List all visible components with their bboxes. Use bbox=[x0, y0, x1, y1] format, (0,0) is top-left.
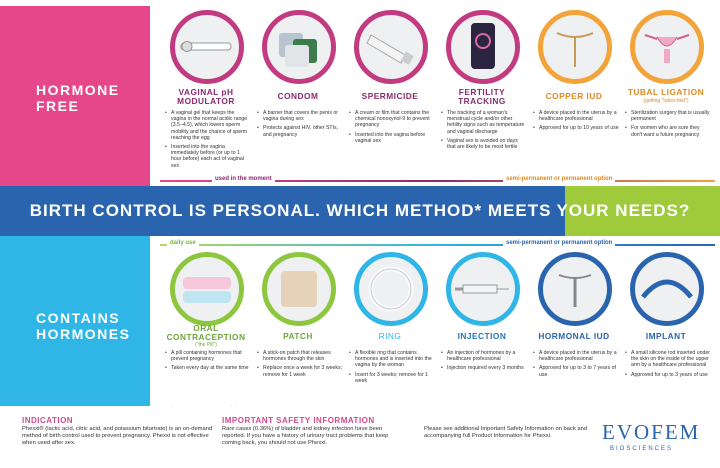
bullet: • Inserted into the vagina immediately before (or up to 1 hour before) each act of vaginal sex bbox=[171, 144, 251, 169]
syringe-icon bbox=[446, 252, 520, 326]
method-implant bbox=[622, 252, 710, 404]
bullet: • A pill containing hormones that prevent pregnancy bbox=[171, 350, 251, 362]
method-hormonal-iud bbox=[530, 252, 618, 404]
bullet: • A vaginal gel that keeps the vagina in the normal acidic range (3.5–4.5), which lowers sperm mobility and the chance of sperm reaching the egg bbox=[171, 110, 251, 141]
implant-icon bbox=[630, 252, 704, 326]
contains-hormones-label: CONTAINS HORMONES bbox=[36, 310, 131, 342]
top-timeline-right-label: semi-permanent or permanent option bbox=[503, 176, 615, 182]
bullet: • Vaginal sex is avoided on days that are likely to be most fertile bbox=[447, 138, 527, 150]
method-subtitle: ("the Pill") bbox=[195, 342, 217, 348]
method-bullets bbox=[162, 350, 251, 375]
method-condom bbox=[254, 10, 342, 180]
method-title: ORAL CONTRACEPTION bbox=[166, 323, 246, 342]
banner-text-part2: YOUR NEEDS? bbox=[556, 201, 691, 220]
top-timeline-left-label: used in the moment bbox=[212, 176, 275, 182]
bullet: • Protects against HIV, other STIs, and pregnancy bbox=[263, 125, 343, 137]
bullet: • A flexible ring that contains hormones and is inserted into the vagina by the woman bbox=[355, 350, 435, 369]
evofem-logo-subtitle: BIOSCIENCES bbox=[610, 446, 674, 452]
banner-headline bbox=[0, 186, 720, 236]
phone-app-icon bbox=[446, 10, 520, 84]
bullet: • A device placed in the uterus by a healthcare professional bbox=[539, 350, 619, 362]
bullet: • Insert for 3 weeks; remove for 1 week bbox=[355, 372, 435, 384]
bullet: • Injection required every 3 months bbox=[447, 365, 527, 371]
uterus-icon bbox=[630, 10, 704, 84]
method-title: PATCH bbox=[283, 331, 313, 341]
evofem-logo: EVOFEM bbox=[602, 420, 701, 444]
method-bullets bbox=[438, 350, 527, 375]
method-bullets bbox=[622, 350, 711, 381]
method-title: COPPER IUD bbox=[545, 91, 603, 101]
method-bullets bbox=[346, 110, 435, 147]
method-fertility-tracking bbox=[438, 10, 526, 180]
mid-timeline-left-label: daily use bbox=[167, 240, 199, 246]
bullet: • A stick-on patch that releases hormones through the skin bbox=[263, 350, 343, 362]
method-tubal-ligation bbox=[622, 10, 710, 180]
tube-icon bbox=[354, 10, 428, 84]
condom-icon bbox=[262, 10, 336, 84]
copper-iud-icon bbox=[538, 10, 612, 84]
mid-timeline-line bbox=[160, 244, 715, 246]
bullet: • For women who are sure they don't want a future pregnancy bbox=[631, 125, 711, 137]
contains-hormones-band bbox=[0, 236, 150, 406]
gel-applicator-icon bbox=[170, 10, 244, 84]
method-title: SPERMICIDE bbox=[361, 91, 419, 101]
bullet: • Replace once a week for 3 weeks; remove for 1 week bbox=[263, 365, 343, 377]
method-title: CONDOM bbox=[277, 91, 319, 101]
method-bullets bbox=[530, 110, 619, 135]
bullet: • Taken every day at the same time bbox=[171, 365, 251, 371]
method-title: FERTILITY TRACKING bbox=[458, 87, 506, 106]
banner-text-part1: BIRTH CONTROL IS PERSONAL. WHICH METHOD* MEETS bbox=[29, 201, 552, 220]
bullet: • A barrier that covers the penis or vagina during sex bbox=[263, 110, 343, 122]
method-subtitle: (getting "tubes tied") bbox=[643, 98, 689, 104]
method-title: INJECTION bbox=[457, 331, 507, 341]
bullet: • Approved for up to 3 to 7 years of use bbox=[539, 365, 619, 377]
method-bullets bbox=[162, 110, 251, 172]
method-ring bbox=[346, 252, 434, 404]
bullet: • An injection of hormones by a healthcare professional bbox=[447, 350, 527, 362]
method-title: TUBAL LIGATION bbox=[627, 87, 705, 97]
ring-icon bbox=[354, 252, 428, 326]
mid-timeline-right-label: semi-permanent or permanent option bbox=[503, 240, 615, 246]
bullet: • A small silicone rod inserted under the skin on the inside of the upper arm by a healthcare professional bbox=[631, 350, 711, 369]
bullet: • Approved for up to 3 years of use bbox=[631, 372, 711, 378]
bullet: • The tracking of a woman's menstrual cycle and/or other fertility signs such as temperature and vaginal discharge bbox=[447, 110, 527, 135]
method-injection bbox=[438, 252, 526, 404]
hormonal-iud-icon bbox=[538, 252, 612, 326]
safety-text: Rare cases (0.36%) of bladder and kidney infection have been reported. If you have a history of urinary tract problems that keep coming back, you should not use Phexxi. bbox=[222, 426, 389, 446]
bullet: • Sterilization surgery that is usually permanent bbox=[631, 110, 711, 122]
method-bullets bbox=[438, 110, 527, 153]
indication-heading: INDICATION bbox=[22, 416, 74, 425]
patch-icon bbox=[262, 252, 336, 326]
method-vaginal-ph-modulator bbox=[162, 10, 250, 180]
method-copper-iud bbox=[530, 10, 618, 180]
method-title: RING bbox=[378, 331, 402, 341]
method-oral-contraception bbox=[162, 252, 250, 404]
safety-heading: IMPORTANT SAFETY INFORMATION bbox=[222, 416, 375, 425]
method-title: IMPLANT bbox=[645, 331, 687, 341]
method-bullets bbox=[622, 110, 711, 141]
hormone-free-label: HORMONE FREE bbox=[36, 82, 120, 114]
hormone-free-band bbox=[0, 6, 150, 186]
bullet: • A device placed in the uterus by a healthcare professional bbox=[539, 110, 619, 122]
bullet: • Inserted into the vagina before vaginal sex bbox=[355, 132, 435, 144]
method-title: VAGINAL pH MODULATOR bbox=[177, 87, 235, 106]
method-bullets bbox=[254, 350, 343, 381]
bullet: • Approved for up to 10 years of use bbox=[539, 125, 619, 131]
method-patch bbox=[254, 252, 342, 404]
pill-pack-icon bbox=[170, 252, 244, 326]
method-bullets bbox=[346, 350, 435, 387]
method-title: HORMONAL IUD bbox=[538, 331, 610, 341]
method-spermicide bbox=[346, 10, 434, 180]
indication-text: Phexxi® (lactic acid, citric acid, and potassium bitartrate) is an on-demand method of birth control used to prevent pregnancy. Phexxi is not effective when used after sex. bbox=[22, 426, 213, 446]
see-info-text: Please see additional Important Safety Information on back and accompanying full Product Information for Phexxi. bbox=[424, 426, 588, 439]
method-bullets bbox=[530, 350, 619, 381]
method-bullets bbox=[254, 110, 343, 141]
bullet: • A cream or film that contains the chemical nonoxynol-9 to prevent pregnancy bbox=[355, 110, 435, 129]
